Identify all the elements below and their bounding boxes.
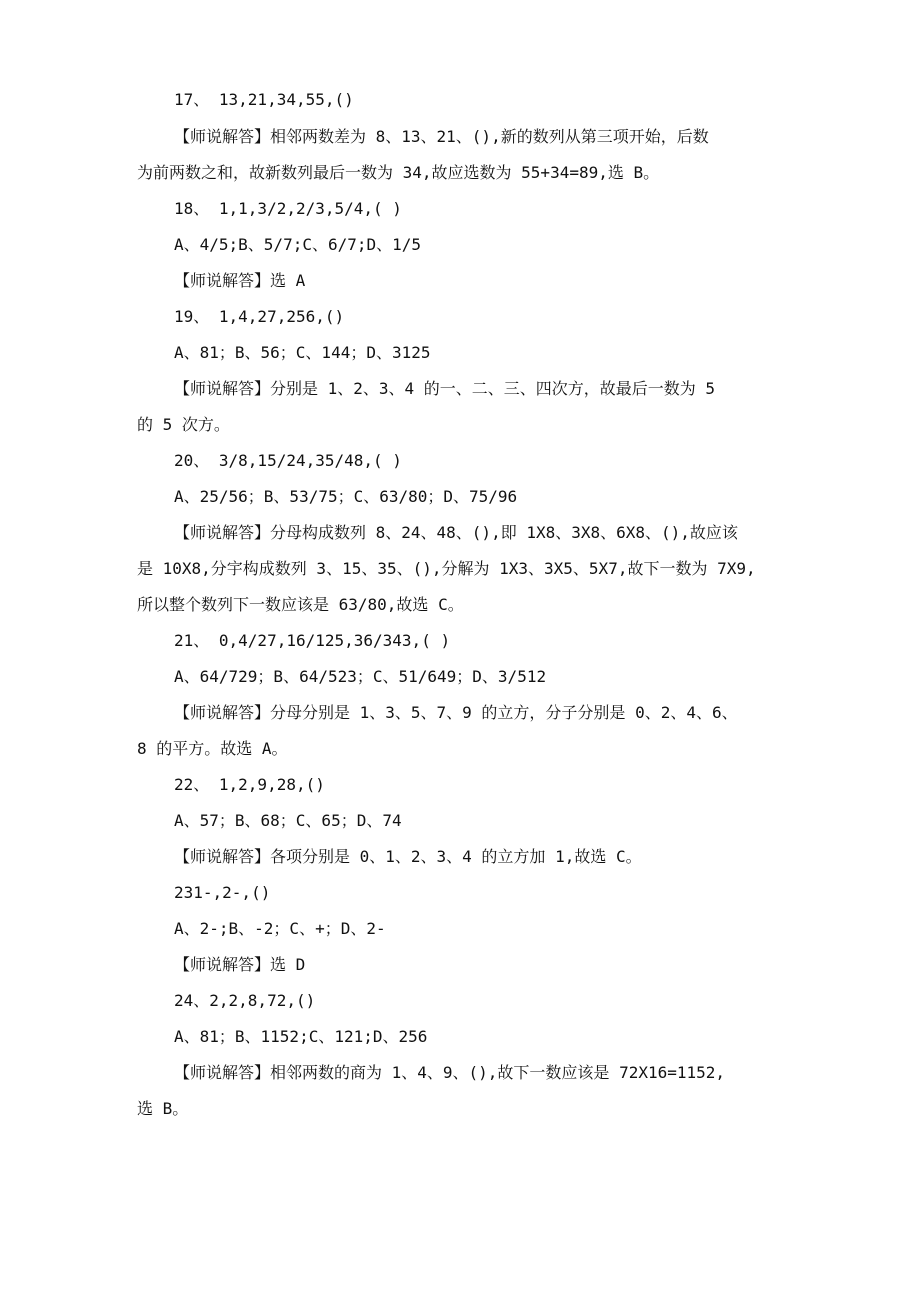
explanation-18: 【师说解答】选 A — [174, 271, 306, 290]
explanation-21-cont: 8 的平方。故选 A。 — [137, 739, 288, 758]
explanation-22: 【师说解答】各项分别是 0、1、2、3、4 的立方加 1,故选 C。 — [174, 847, 642, 866]
question-23: 231-,2-,() — [174, 883, 271, 902]
question-17: 17、 13,21,34,55,() — [174, 90, 354, 109]
explanation-19-cont: 的 5 次方。 — [137, 415, 230, 434]
explanation-20-cont-2: 所以整个数列下一数应该是 63/80,故选 C。 — [137, 595, 464, 614]
question-22: 22、 1,2,9,28,() — [174, 775, 325, 794]
explanation-17-cont: 为前两数之和，故新数列最后一数为 34,故应选数为 55+34=89,选 B。 — [137, 163, 660, 182]
options-24: A、81；B、1152;C、121;D、256 — [174, 1027, 428, 1046]
explanation-23: 【师说解答】选 D — [174, 955, 306, 974]
options-20: A、25/56；B、53/75；C、63/80；D、75/96 — [174, 487, 518, 506]
question-20: 20、 3/8,15/24,35/48,( ) — [174, 451, 402, 470]
explanation-19: 【师说解答】分别是 1、2、3、4 的一、二、三、四次方，故最后一数为 5 — [174, 379, 716, 398]
explanation-17: 【师说解答】相邻两数差为 8、13、21、(),新的数列从第三项开始，后数 — [174, 127, 709, 146]
options-18: A、4/5;B、5/7;C、6/7;D、1/5 — [174, 235, 422, 254]
options-22: A、57；B、68；C、65；D、74 — [174, 811, 402, 830]
question-21: 21、 0,4/27,16/125,36/343,( ) — [174, 631, 451, 650]
question-18: 18、 1,1,3/2,2/3,5/4,( ) — [174, 199, 402, 218]
question-19: 19、 1,4,27,256,() — [174, 307, 345, 326]
explanation-24: 【师说解答】相邻两数的商为 1、4、9、(),故下一数应该是 72X16=1152, — [174, 1063, 726, 1082]
explanation-20-cont-1: 是 10X8,分宇构成数列 3、15、35、(),分解为 1X3、3X5、5X7,故下一数为 7X9, — [137, 559, 756, 578]
explanation-20: 【师说解答】分母构成数列 8、24、48、(),即 1X8、3X8、6X8、(),故应该 — [174, 523, 738, 542]
question-24: 24、2,2,8,72,() — [174, 991, 316, 1010]
explanation-24-cont: 选 B。 — [137, 1099, 189, 1118]
options-19: A、81；B、56；C、144；D、3125 — [174, 343, 431, 362]
options-21: A、64/729；B、64/523；C、51/649；D、3/512 — [174, 667, 547, 686]
options-23: A、2-;B、-2；C、+；D、2- — [174, 919, 386, 938]
explanation-21: 【师说解答】分母分别是 1、3、5、7、9 的立方，分子分别是 0、2、4、6、 — [174, 703, 738, 722]
